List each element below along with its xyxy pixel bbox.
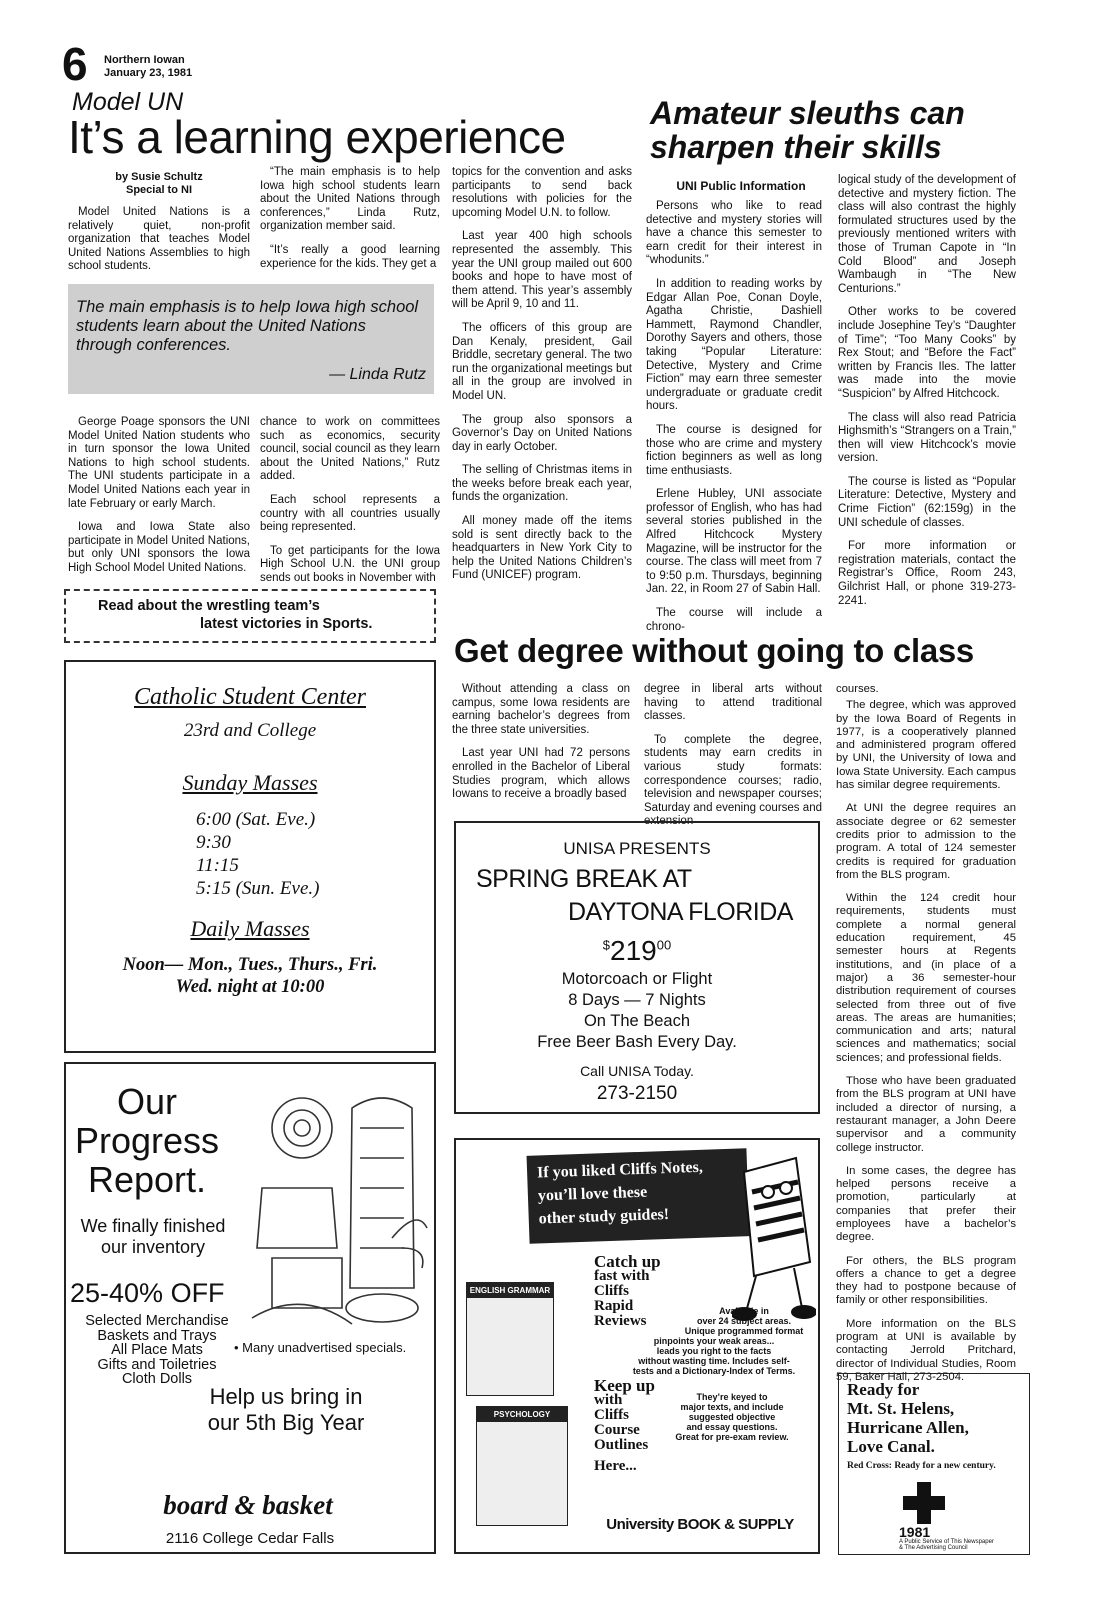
here-text: Here... xyxy=(594,1458,637,1474)
catholic-center-ad xyxy=(64,660,436,1053)
sleuths-col2: logical study of the development of detective and mystery fiction. The class will also contrast the highly formulated structures used by the previously mentioned writers with those of Truman Capote in “In Cold Blood” and Joseph Wambaugh in “The New Centurions.” Other works to be covered include Josephine Tey’s “Daughter of Time”; “Too Many Cooks” by Rex Stout; and “Before the Fact” written by Francis Iles. The latter was made into the movie “Suspicion” by Alfred Hitchcock. The class will also read Patricia Highsmith’s “Strangers on a Train,” then will view Hitchcock’s movie version. The course is listed as “Popular Literature: Detective, Mystery and Crime Fiction” (62:159g) in the UNI schedule of classes. For more information or registration materials, contact the Registrar’s Office, Room 243, Gilchrist Hall, or phone 319-273-2241. xyxy=(838,174,1016,607)
psychology-book: PSYCHOLOGY xyxy=(476,1406,568,1526)
sunday-masses-heading: Sunday Masses xyxy=(182,770,318,795)
unisa-presents: UNISA PRESENTS xyxy=(563,839,711,858)
paper-name: Northern Iowan xyxy=(104,54,185,66)
model-un-col2b: chance to work on committees such as economics, security council, social council as they learn about the United Nations,” Rutz added. Each school represents a country with all countries usually being represented. To get participants for the Iowa High School U.N. the UNI group sends out books in November with xyxy=(260,416,440,584)
red-cross-headline: Ready for Mt. St. Helens, Hurricane Allen, Love Canal. xyxy=(847,1380,969,1456)
pull-quote xyxy=(68,284,434,394)
daily-masses-heading: Daily Masses xyxy=(190,916,310,941)
red-cross-year: 1981 xyxy=(899,1524,931,1540)
specials-note: • Many unadvertised specials. xyxy=(234,1340,407,1355)
red-cross-ad xyxy=(838,1373,1030,1555)
model-un-col2a: “The main emphasis is to help Iowa high school students learn about the United Nations through conferences,” Linda Rutz, organization member said. “It’s really a good learning experience for the kids. They get a xyxy=(260,166,440,270)
degree-col1: Without attending a class on campus, some Iowa residents are earning bachelor’s degrees from the three state universities. Last year UNI had 72 persons enrolled in the Bachelor of Liberal Studies program, which allows Iowans to receive a broadly based xyxy=(452,683,630,801)
red-cross-tagline: Red Cross: Ready for a new century. xyxy=(847,1461,996,1471)
trip-price: $^{\$}219^{00}$ xyxy=(602,935,672,966)
unisa-phone: 273-2150 xyxy=(596,1083,678,1104)
keep-up-description: They’re keyed to major texts, and include suggested objective and essay questions. Great for pre-exam review. xyxy=(675,1392,789,1442)
model-un-col1b: George Poage sponsors the UNI Model United Nation students who in turn sponsor the Iowa United Nations to high school students. The UNI students participate in a Model United Nations each year in late February or early March. Iowa and Iowa State also participate in Model United Nations, but only UNI sponsors the Iowa High School Model United Nations. xyxy=(68,416,250,574)
model-un-kicker: Model UN xyxy=(72,88,184,116)
pull-quote-attribution: — Linda Rutz xyxy=(329,366,426,383)
catch-up-heading: Catch up fast with Cliffs Rapid Reviews xyxy=(594,1252,661,1329)
discount-text: 25-40% OFF xyxy=(70,1278,225,1308)
pull-quote-text: The main emphasis is to help Iowa high school students learn about the United Nations through conferences. xyxy=(76,298,419,354)
model-un-col1a: Model United Nations is a relatively quiet, non-profit organization that teaches Model United Nations Assemblies to high school students. xyxy=(68,206,250,273)
english-grammar-book: ENGLISH GRAMMAR xyxy=(466,1282,554,1396)
sleuths-col1: Persons who like to read detective and mystery stories will have a chance this semester to earn credit for their interest in “whodunits.” In addition to reading works by Edgar Allan Poe, Conan Doyle, Agatha Christie, Dashiell Hammett, Raymond Chandler, Dorothy Sayers and others, those taking “Popular Literature: Detective, Mystery and Crime Fiction” may earn three semester undergraduate or graduate credit hours. The course is designed for those who are crime and mystery fiction beginners as well as long time enthusiasts. Erlene Hubley, UNI associate professor of English, who has had several stories published in the Alfred Hitchcock Mystery Magazine, will be instructor for the course. The class will meet from 7 to 9:50 p.m. Thursdays, beginning Jan. 22, in Room 27 of Sabin Hall. The course will include a chrono- xyxy=(646,200,822,633)
merchandise-illustration xyxy=(242,1088,430,1336)
university-book-supply-logo: University BOOK & SUPPLY xyxy=(606,1516,794,1533)
catholic-title: Catholic Student Center xyxy=(134,684,366,710)
spring-break-line: SPRING BREAK AT xyxy=(476,865,692,893)
board-and-basket-logo: board & basket xyxy=(163,1490,333,1520)
progress-subheading: We finally finished our inventory xyxy=(80,1216,226,1257)
model-un-byline: by Susie Schultz Special to NI xyxy=(115,171,203,196)
degree-headline: Get degree without going to class xyxy=(454,632,974,669)
trip-details: Motorcoach or Flight 8 Days — 7 Nights On The Beach Free Beer Bash Every Day. xyxy=(537,970,737,1051)
keep-up-heading: Keep up with Cliffs Course Outlines xyxy=(594,1376,655,1453)
mascot-illustration xyxy=(732,1152,816,1322)
help-us-text: Help us bring in our 5th Big Year xyxy=(207,1384,365,1435)
ad-council-credit: A Public Service of This Newspaper & The Advertising Council xyxy=(899,1539,994,1551)
catholic-address: 23rd and College xyxy=(183,720,317,741)
board-and-basket-ad xyxy=(64,1062,436,1554)
sports-cross-reference: Read about the wrestling team’s latest victories in Sports. xyxy=(64,589,436,643)
sleuths-headline: Amateur sleuths can sharpen their skills xyxy=(650,95,965,165)
sleuths-byline: UNI Public Information xyxy=(676,179,806,193)
call-line: Call UNISA Today. xyxy=(580,1063,694,1079)
merchandise-list: Selected Merchandise Baskets and Trays All Place Mats Gifts and Toiletries Cloth Dolls xyxy=(85,1313,229,1387)
issue-date: January 23, 1981 xyxy=(104,67,193,79)
daytona-line: DAYTONA FLORIDA xyxy=(568,898,793,926)
daily-times: Noon— Mon., Tues., Thurs., Fri. Wed. night at 10:00 xyxy=(122,955,378,997)
degree-col2: degree in liberal arts without having to attend traditional classes. To complete the degree, students may earn credits in various study formats: correspondence courses; radio, television and newspaper courses; Saturday and evening courses and extension xyxy=(644,683,822,828)
model-un-headline: It’s a learning experience xyxy=(68,111,566,163)
model-un-col3: topics for the convention and asks participants to send back resolutions with policies for the upcoming Model U.N. to follow. Last year 400 high schools represented the assembly. This year the UNI group mailed out 600 books and hope to have most of them attend. This year’s assembly will be April 9, 10 and 11. The officers of this group are Dan Kenaly, president, Gail Briddle, secretary general. The two run the organizational meetings but all in the group are involved in Model UN. The group also sponsors a Governor’s Day on United Nations day in early October. The selling of Christmas items in the weeks before break each year, funds the organization. All money made off the items sold is sent directly back to the headquarters in New York City to help the United Nations Children’s Fund (UNICEF) program. xyxy=(452,166,632,582)
page-number: 6 xyxy=(62,38,88,90)
catch-up-description: Available in over 24 subject areas. Unique programmed format pinpoints your weak areas... leads you right to the facts without wasting time. Includes self- tests and a Dictionary-Index of Terms. xyxy=(632,1306,804,1376)
unisa-spring-break-ad xyxy=(454,821,820,1114)
degree-col3: courses. The degree, which was approved by the Iowa Board of Regents in 1977, is a cooperatively planned and administered program offered by UNI, the University of Iowa and Iowa State University. Each campus has similar degree requirements. At UNI the degree requires an associate degree or 62 semester credits prior to admission to the program. A total of 124 semester credits is required for graduation from the BLS program. Within the 124 credit hour requirements, students must complete a normal general education requirement, 45 semester hours at Regents institutions, and (in place of a major) a 36 semester-hour distribution requirement of courses selected from three out of five areas. The areas are humanities; communication and arts; natural sciences and mathematics; social sciences; and professional fields. Those who have been graduated from the BLS program at UNI have included a director of nursing, a restaurant manager, a John Deere supervisor and a community college instructor. In some cases, the degree has helped persons receive a promotion, particularly at companies that prefer their employees have a bachelor’s degree. For others, the BLS program offers a chance to get a degree they had to postpone because of family or other responsibilities. More information on the BLS program at UNI is available by contacting Jerrold Pritchard, director of Individual Studies, Room 59, Baker Hall, 273-2504. xyxy=(836,683,1016,1383)
store-address: 2116 College Cedar Falls xyxy=(165,1530,335,1547)
sunday-times: 6:00 (Sat. Eve.) 9:30 11:15 5:15 (Sun. Eve.) xyxy=(196,809,320,899)
cliffs-banner: If you liked Cliffs Notes, you’ll love these other study guides! xyxy=(527,1148,750,1244)
progress-heading: Our Progress Report. xyxy=(74,1081,220,1200)
cliffs-study-guides-ad xyxy=(454,1138,820,1554)
masthead xyxy=(104,54,192,80)
